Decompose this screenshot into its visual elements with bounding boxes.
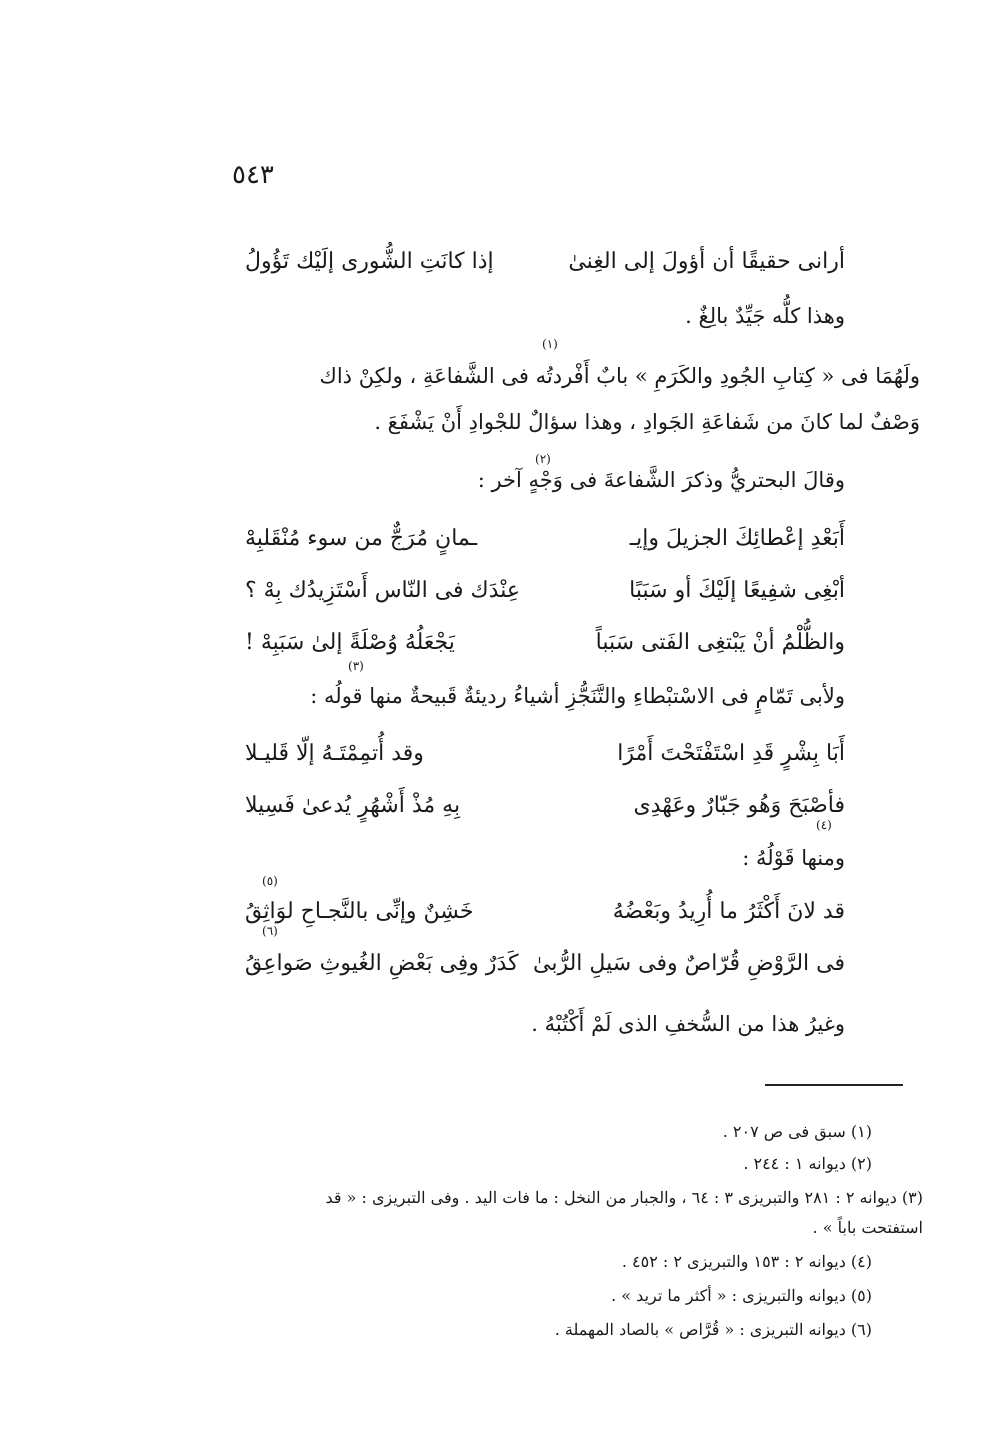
verse-1 bbox=[245, 238, 845, 286]
abu-tammam-verse-1-first: أَبَا بِشْرٍ قَدِ اسْتَفْتَحْتَ أَمْرًا bbox=[617, 741, 845, 766]
footnote-divider bbox=[765, 1084, 903, 1086]
buhturi-verse-1 bbox=[245, 515, 845, 563]
footnote-4: (٤) ديوانه ٢ : ١٥٣ والتبريزى ٢ : ٤٥٢ . bbox=[621, 1252, 872, 1271]
footnote-marker-6: (٦) bbox=[262, 924, 278, 938]
footnote-2: (٢) ديوانه ١ : ٢٤٤ . bbox=[743, 1154, 872, 1173]
abu-tammam-verse-1-second: وقد أُتمِمْتَـهُ إلّا قَليـلا bbox=[245, 741, 424, 766]
footnote-marker-3: (٣) bbox=[348, 659, 364, 673]
verse-1-first-hemistich: أرانى حقيقًا أن أؤولَ إلى الغِنىٰ bbox=[568, 249, 845, 274]
buhturi-verse-2-first: أبْغِى شفِيعًا إلَيْكَ أو سَبَبًا bbox=[629, 578, 845, 603]
footnote-marker-2: (٢) bbox=[535, 452, 551, 466]
footnote-marker-1: (١) bbox=[542, 337, 558, 351]
final-verse-1-first: قد لانَ أَكْثَرُ ما أُرِيدُ وبَعْضُهُ bbox=[612, 899, 845, 924]
buhturi-verse-3-first: والظُّلْمُ أنْ يَبْتغِى الفَتى سَبَباً bbox=[595, 630, 845, 655]
verse-1-second-hemistich: إذا كانَتِ الشُّورى إلَيْك تَؤُولُ bbox=[245, 249, 494, 274]
footnote-marker-4: (٤) bbox=[816, 818, 832, 832]
buhturi-intro: وقالَ البحتريُّ وذكرَ الشَّفاعةَ فى وَجْهٍ آخر : bbox=[477, 468, 845, 492]
line-good: وهذا كلُّه جَيِّدٌ بالِغٌ . bbox=[685, 304, 845, 328]
final-verse-1-second: خَشِنٌ وإنِّى بالنَّجـاحِ لوَاثِقُ bbox=[245, 899, 474, 924]
abu-tammam-verse-2 bbox=[245, 782, 845, 830]
buhturi-verse-2-second: عِنْدَك فى النّاس أَسْتَزِيدُك بِهْ ؟ bbox=[245, 578, 520, 603]
footnote-5: (٥) ديوانه والتبريزى : « أكثر ما تريد » . bbox=[611, 1286, 872, 1305]
abu-tammam-verse-2-first: فأصْبَحَ وَهُو جَبّارٌ وعَهْدِى bbox=[633, 793, 845, 818]
footnote-marker-5: (٥) bbox=[262, 874, 278, 888]
abu-tammam-verse-1 bbox=[245, 730, 845, 778]
buhturi-verse-3-second: يَجْعَلُهُ وُصْلَةً إلىٰ سَبَبِهْ ! bbox=[245, 630, 455, 655]
abu-tammam-verse-2-second: بِهِ مُذْ أَشْهُرٍ يُدعىٰ فَسِيلا bbox=[245, 793, 461, 818]
para-generosity-line-2: وَصْفٌ لما كانَ من شَفاعَةِ الجَوادِ ، وهذا سؤالٌ للجْوادِ أَنْ يَشْفَعَ . bbox=[374, 410, 920, 434]
footnote-3-continued: استفتحت باباً » . bbox=[812, 1218, 923, 1237]
page-number: ٥٤٣ bbox=[232, 160, 274, 190]
para-generosity-line-1: ولَهُمَا فى « كِتابِ الجُودِ والكَرَمِ » بابٌ أَفْردتُه فى الشَّفاعَةِ ، ولكِنْ ذاك bbox=[319, 364, 920, 388]
buhturi-verse-2 bbox=[245, 567, 845, 615]
buhturi-verse-1-first: أَبَعْدِ إعْطائِكَ الجزيلَ وإيـ bbox=[629, 526, 845, 551]
footnote-6: (٦) ديوانه التبريزى : « قُرَّاص » بالصاد المهملة . bbox=[554, 1320, 872, 1339]
footnote-1: (١) سبق فى ص ٢٠٧ . bbox=[722, 1122, 872, 1141]
abu-tammam-intro: ولأبى تَمّامٍ فى الاسْتبْطاءِ والتَّنَجُّزِ أشياءُ رديئةٌ قَبيحةٌ منها قولُه : bbox=[310, 684, 845, 708]
footnote-3: (٣) ديوانه ٢ : ٢٨١ والتبريزى ٣ : ٦٤ ، والجبار من النخل : ما فات اليد . وفى التبريزى : « قد bbox=[325, 1188, 923, 1207]
final-verse-2-first: فى الرَّوْضِ قُرّاصٌ وفى سَيلِ الرُّبىٰ bbox=[533, 951, 845, 976]
buhturi-verse-1-second: ـمانٍ مُرَجٌّ من سوء مُنْقَلبِهْ bbox=[245, 526, 478, 551]
final-verse-2-second: كَدَرٌ وفِى بَعْضِ الغُيوثِ صَواعِقُ bbox=[245, 951, 519, 976]
buhturi-verse-3 bbox=[245, 619, 845, 667]
minha-qawluh: ومنها قَوْلُهُ : bbox=[742, 846, 845, 870]
closing-line: وغيرُ هذا من السُّخفِ الذى لَمْ أَكْتُبْهُ . bbox=[531, 1012, 845, 1036]
final-verse-2 bbox=[245, 940, 845, 988]
final-verse-1 bbox=[245, 888, 845, 936]
